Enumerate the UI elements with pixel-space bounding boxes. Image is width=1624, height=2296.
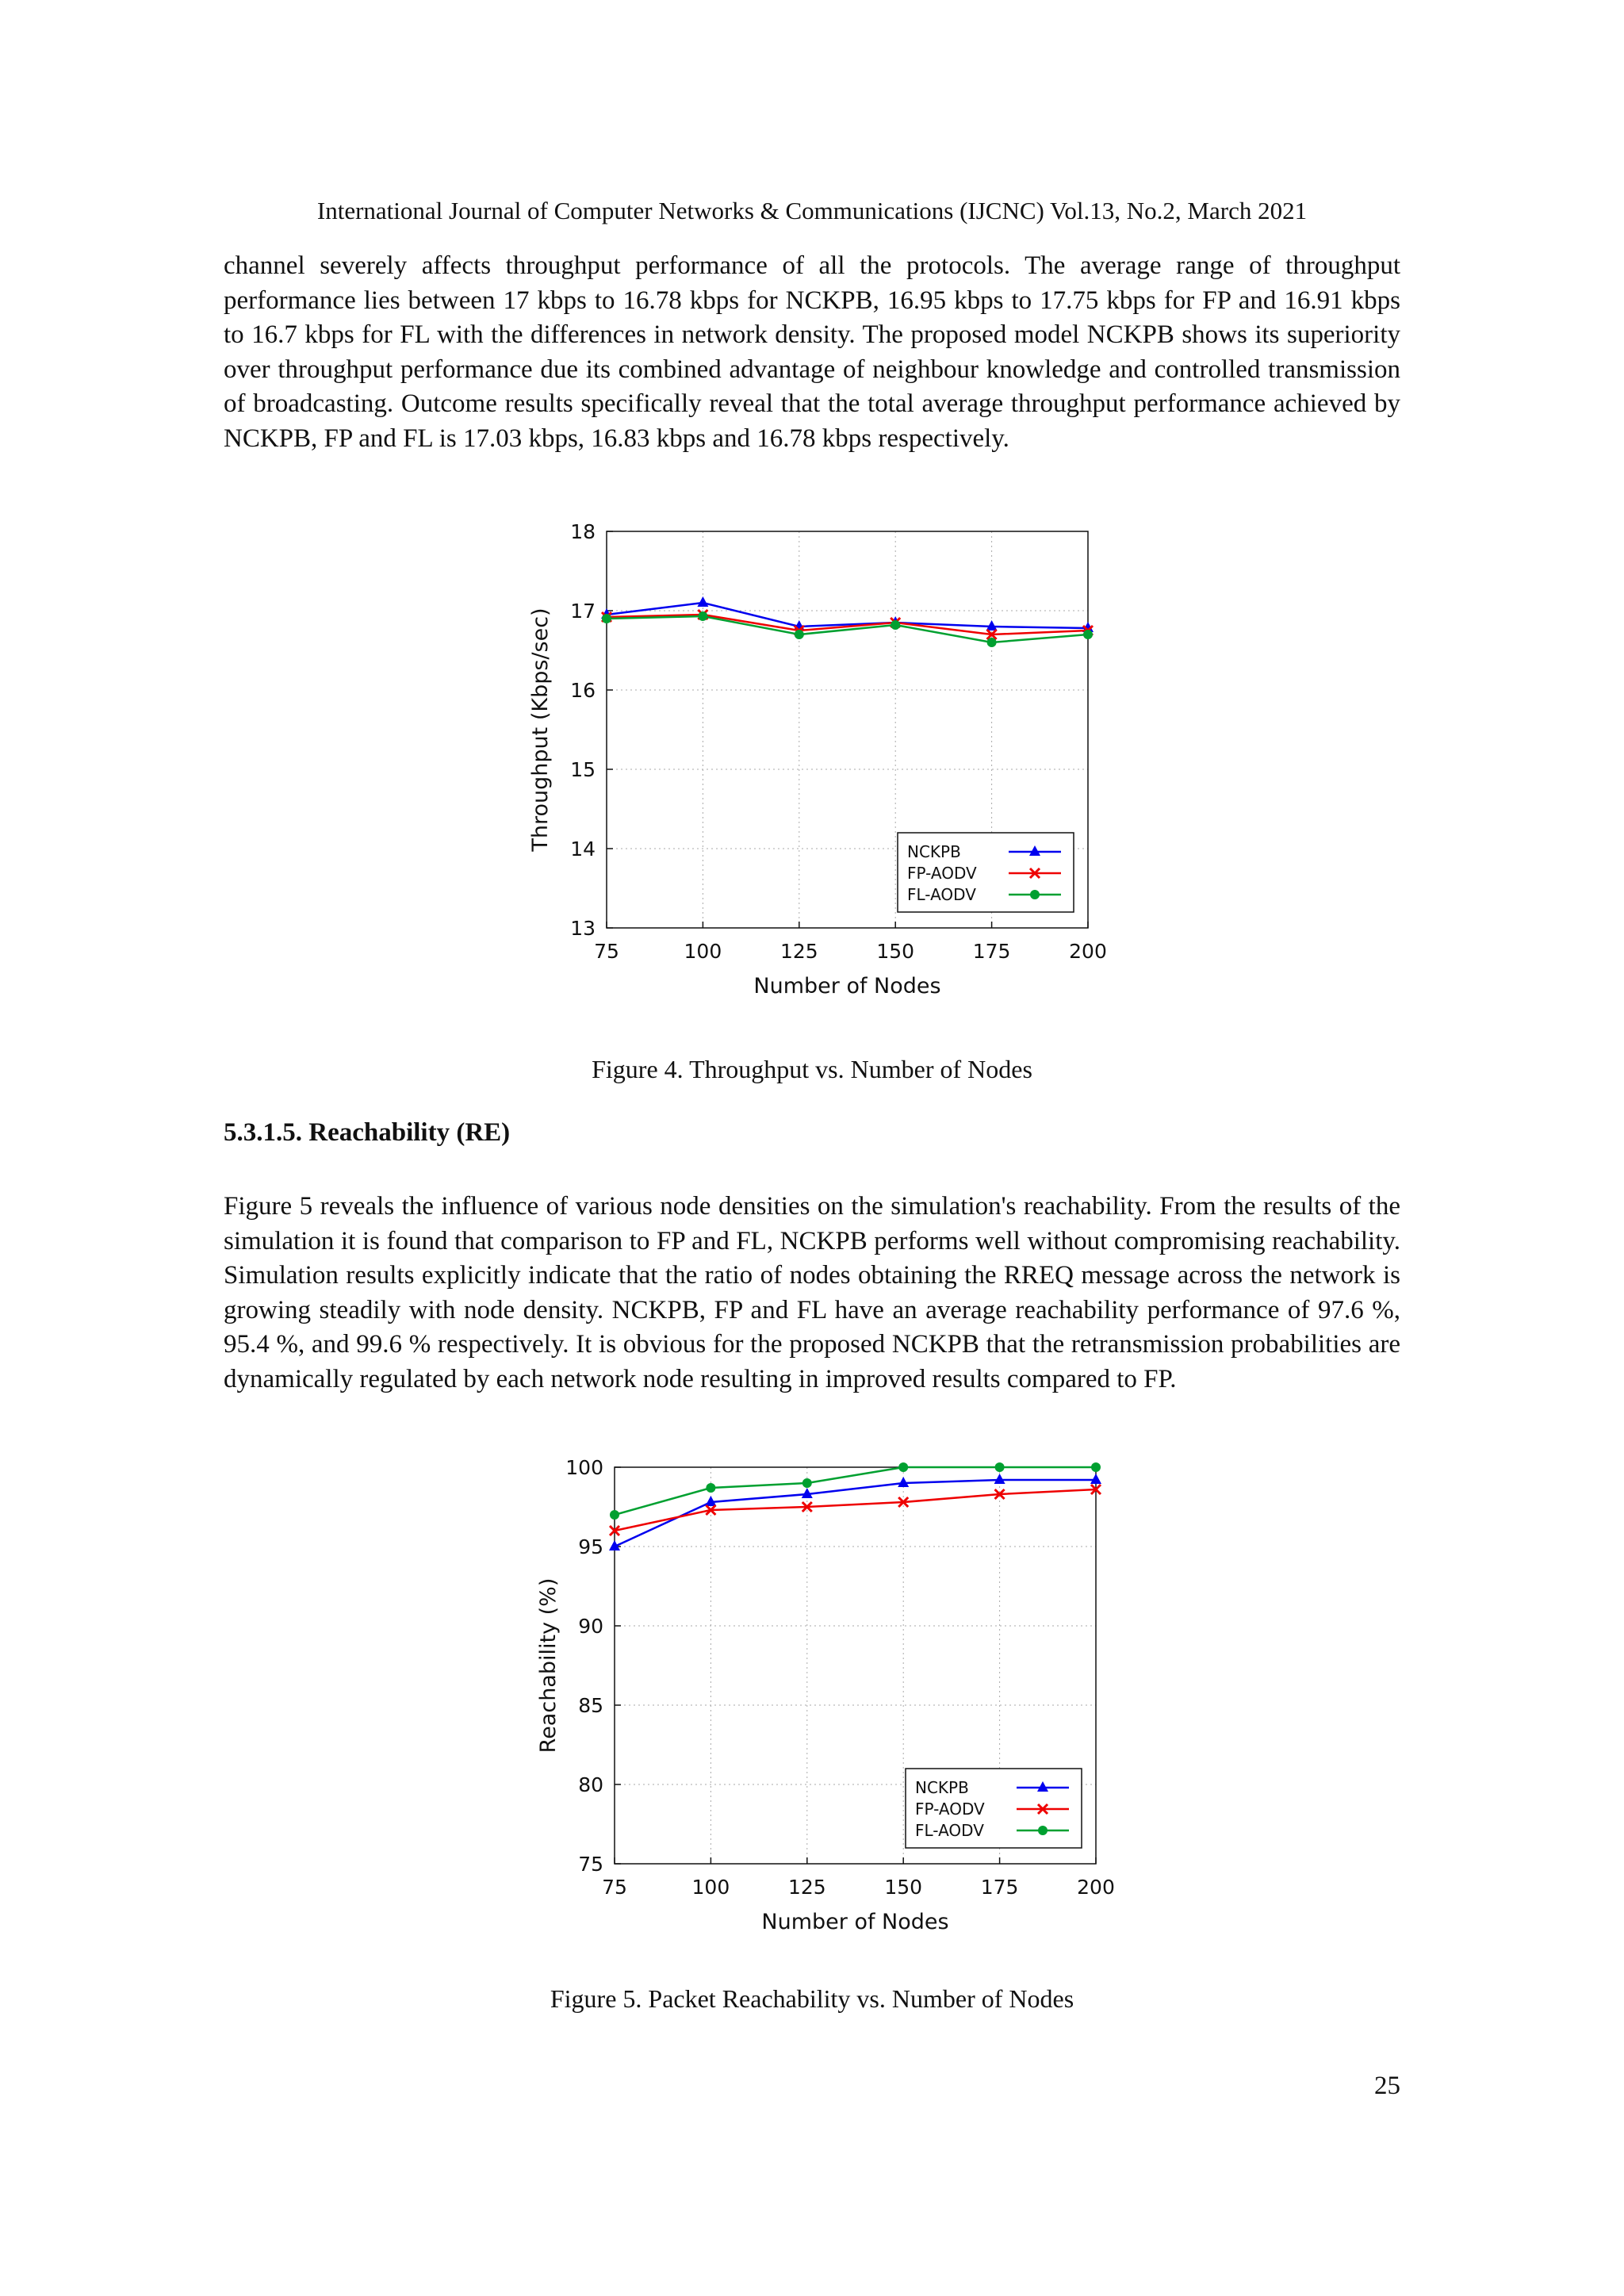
y-axis-title: Reachability (%): [536, 1577, 561, 1754]
y-tick-label: 17: [570, 600, 596, 623]
x-tick-label: 75: [602, 1876, 627, 1899]
x-tick-label: 75: [594, 940, 619, 963]
data-point-nckpb: [697, 596, 708, 607]
legend-label-fp-aodv: FP-AODV: [915, 1800, 985, 1819]
y-tick-label: 95: [578, 1535, 603, 1558]
y-tick-label: 90: [578, 1615, 603, 1638]
x-tick-label: 150: [884, 1876, 923, 1899]
x-tick-label: 150: [876, 940, 915, 963]
x-tick-label: 175: [980, 1876, 1019, 1899]
data-point-fl-aodv: [706, 1483, 715, 1493]
data-point-fl-aodv: [995, 1462, 1005, 1472]
x-axis-title: Number of Nodes: [753, 974, 941, 999]
y-tick-label: 15: [570, 758, 596, 781]
paragraph-reachability: Figure 5 reveals the influence of various node densities on the simulation's reachability. From the results of the simulation it is found that comparison to FP and FL, NCKPB performs well without compromising reachability. Simulation results explicitly indicate that the ratio of nodes obtaining the RREQ message across the network is growing steadily with node density. NCKPB, FP and FL have an average reachability performance of 97.6 %, 95.4 %, and 99.6 % respectively. It is obvious for the proposed NCKPB that the retransmission probabilities are dynamically regulated by each network node resulting in improved results compared to FP.: [224, 1192, 1400, 1393]
data-point-fl-aodv: [802, 1478, 812, 1488]
figure5-caption: Figure 5. Packet Reachability vs. Number of Nodes: [550, 1984, 1074, 2013]
data-point-fl-aodv: [698, 611, 707, 621]
series-line-nckpb: [615, 1480, 1096, 1547]
y-tick-label: 85: [578, 1694, 603, 1717]
y-axis-title: Throughput (Kbps/sec): [528, 608, 553, 852]
y-tick-label: 80: [578, 1773, 603, 1796]
data-point-fl-aodv: [891, 620, 900, 630]
data-point-fl-aodv: [987, 638, 997, 647]
data-point-nckpb: [994, 1474, 1005, 1484]
data-point-fl-aodv: [898, 1462, 908, 1472]
data-point-fl-aodv: [1083, 630, 1093, 639]
legend-label-fp-aodv: FP-AODV: [907, 864, 977, 883]
x-tick-label: 100: [691, 1876, 730, 1899]
y-tick-label: 13: [570, 917, 596, 940]
y-tick-label: 18: [570, 520, 596, 543]
x-tick-label: 125: [787, 1876, 826, 1899]
y-tick-label: 14: [570, 838, 596, 861]
data-point-nckpb: [1090, 1474, 1101, 1484]
legend-marker-fl-aodv: [1030, 890, 1040, 899]
data-point-fl-aodv: [610, 1510, 619, 1520]
data-point-fl-aodv: [602, 614, 611, 623]
x-tick-label: 200: [1077, 1876, 1115, 1899]
page-number: 25: [1374, 2072, 1400, 2100]
section-heading: 5.3.1.5. Reachability (RE): [224, 1118, 511, 1147]
paragraph-throughput: channel severely affects throughput performance of all the protocols. The average range of throughput performance lies between 17 kbps to 16.78 kbps for NCKPB, 16.95 kbps to 17.75 kbps for FP and 16.91 kbps to 16.7 kbps for FL with the differences in network density. The proposed model NCKPB shows its superiority over throughput performance due its combined advantage of neighbour knowledge and controlled transmission of broadcasting. Outcome results specifically reveal that the total average throughput performance achieved by NCKPB, FP and FL is 17.03 kbps, 16.83 kbps and 16.78 kbps respectively.: [224, 251, 1400, 453]
data-point-fl-aodv: [1091, 1462, 1101, 1472]
reachability-chart: [508, 1451, 1126, 1959]
x-tick-label: 175: [972, 940, 1011, 963]
x-tick-label: 200: [1069, 940, 1107, 963]
data-point-nckpb: [898, 1477, 909, 1487]
legend-label-nckpb: NCKPB: [907, 842, 961, 861]
series-line-fl-aodv: [607, 616, 1088, 642]
legend-label-nckpb: NCKPB: [915, 1778, 969, 1797]
running-header: International Journal of Computer Networks & Communications (IJCNC) Vol.13, No.2, March 2021: [316, 197, 1308, 224]
x-axis-title: Number of Nodes: [761, 1910, 949, 1934]
throughput-chart: [500, 516, 1118, 1023]
y-tick-label: 16: [570, 679, 596, 702]
figure4-caption: Figure 4. Throughput vs. Number of Nodes: [592, 1055, 1032, 1083]
data-point-fl-aodv: [795, 630, 804, 639]
legend-marker-fl-aodv: [1038, 1826, 1048, 1835]
legend-label-fl-aodv: FL-AODV: [915, 1821, 984, 1840]
series-line-fp-aodv: [615, 1489, 1096, 1531]
series-line-fl-aodv: [615, 1467, 1096, 1515]
x-tick-label: 100: [684, 940, 722, 963]
x-tick-label: 125: [779, 940, 818, 963]
legend-label-fl-aodv: FL-AODV: [907, 885, 976, 904]
y-tick-label: 75: [578, 1853, 603, 1876]
y-tick-label: 100: [565, 1456, 603, 1479]
